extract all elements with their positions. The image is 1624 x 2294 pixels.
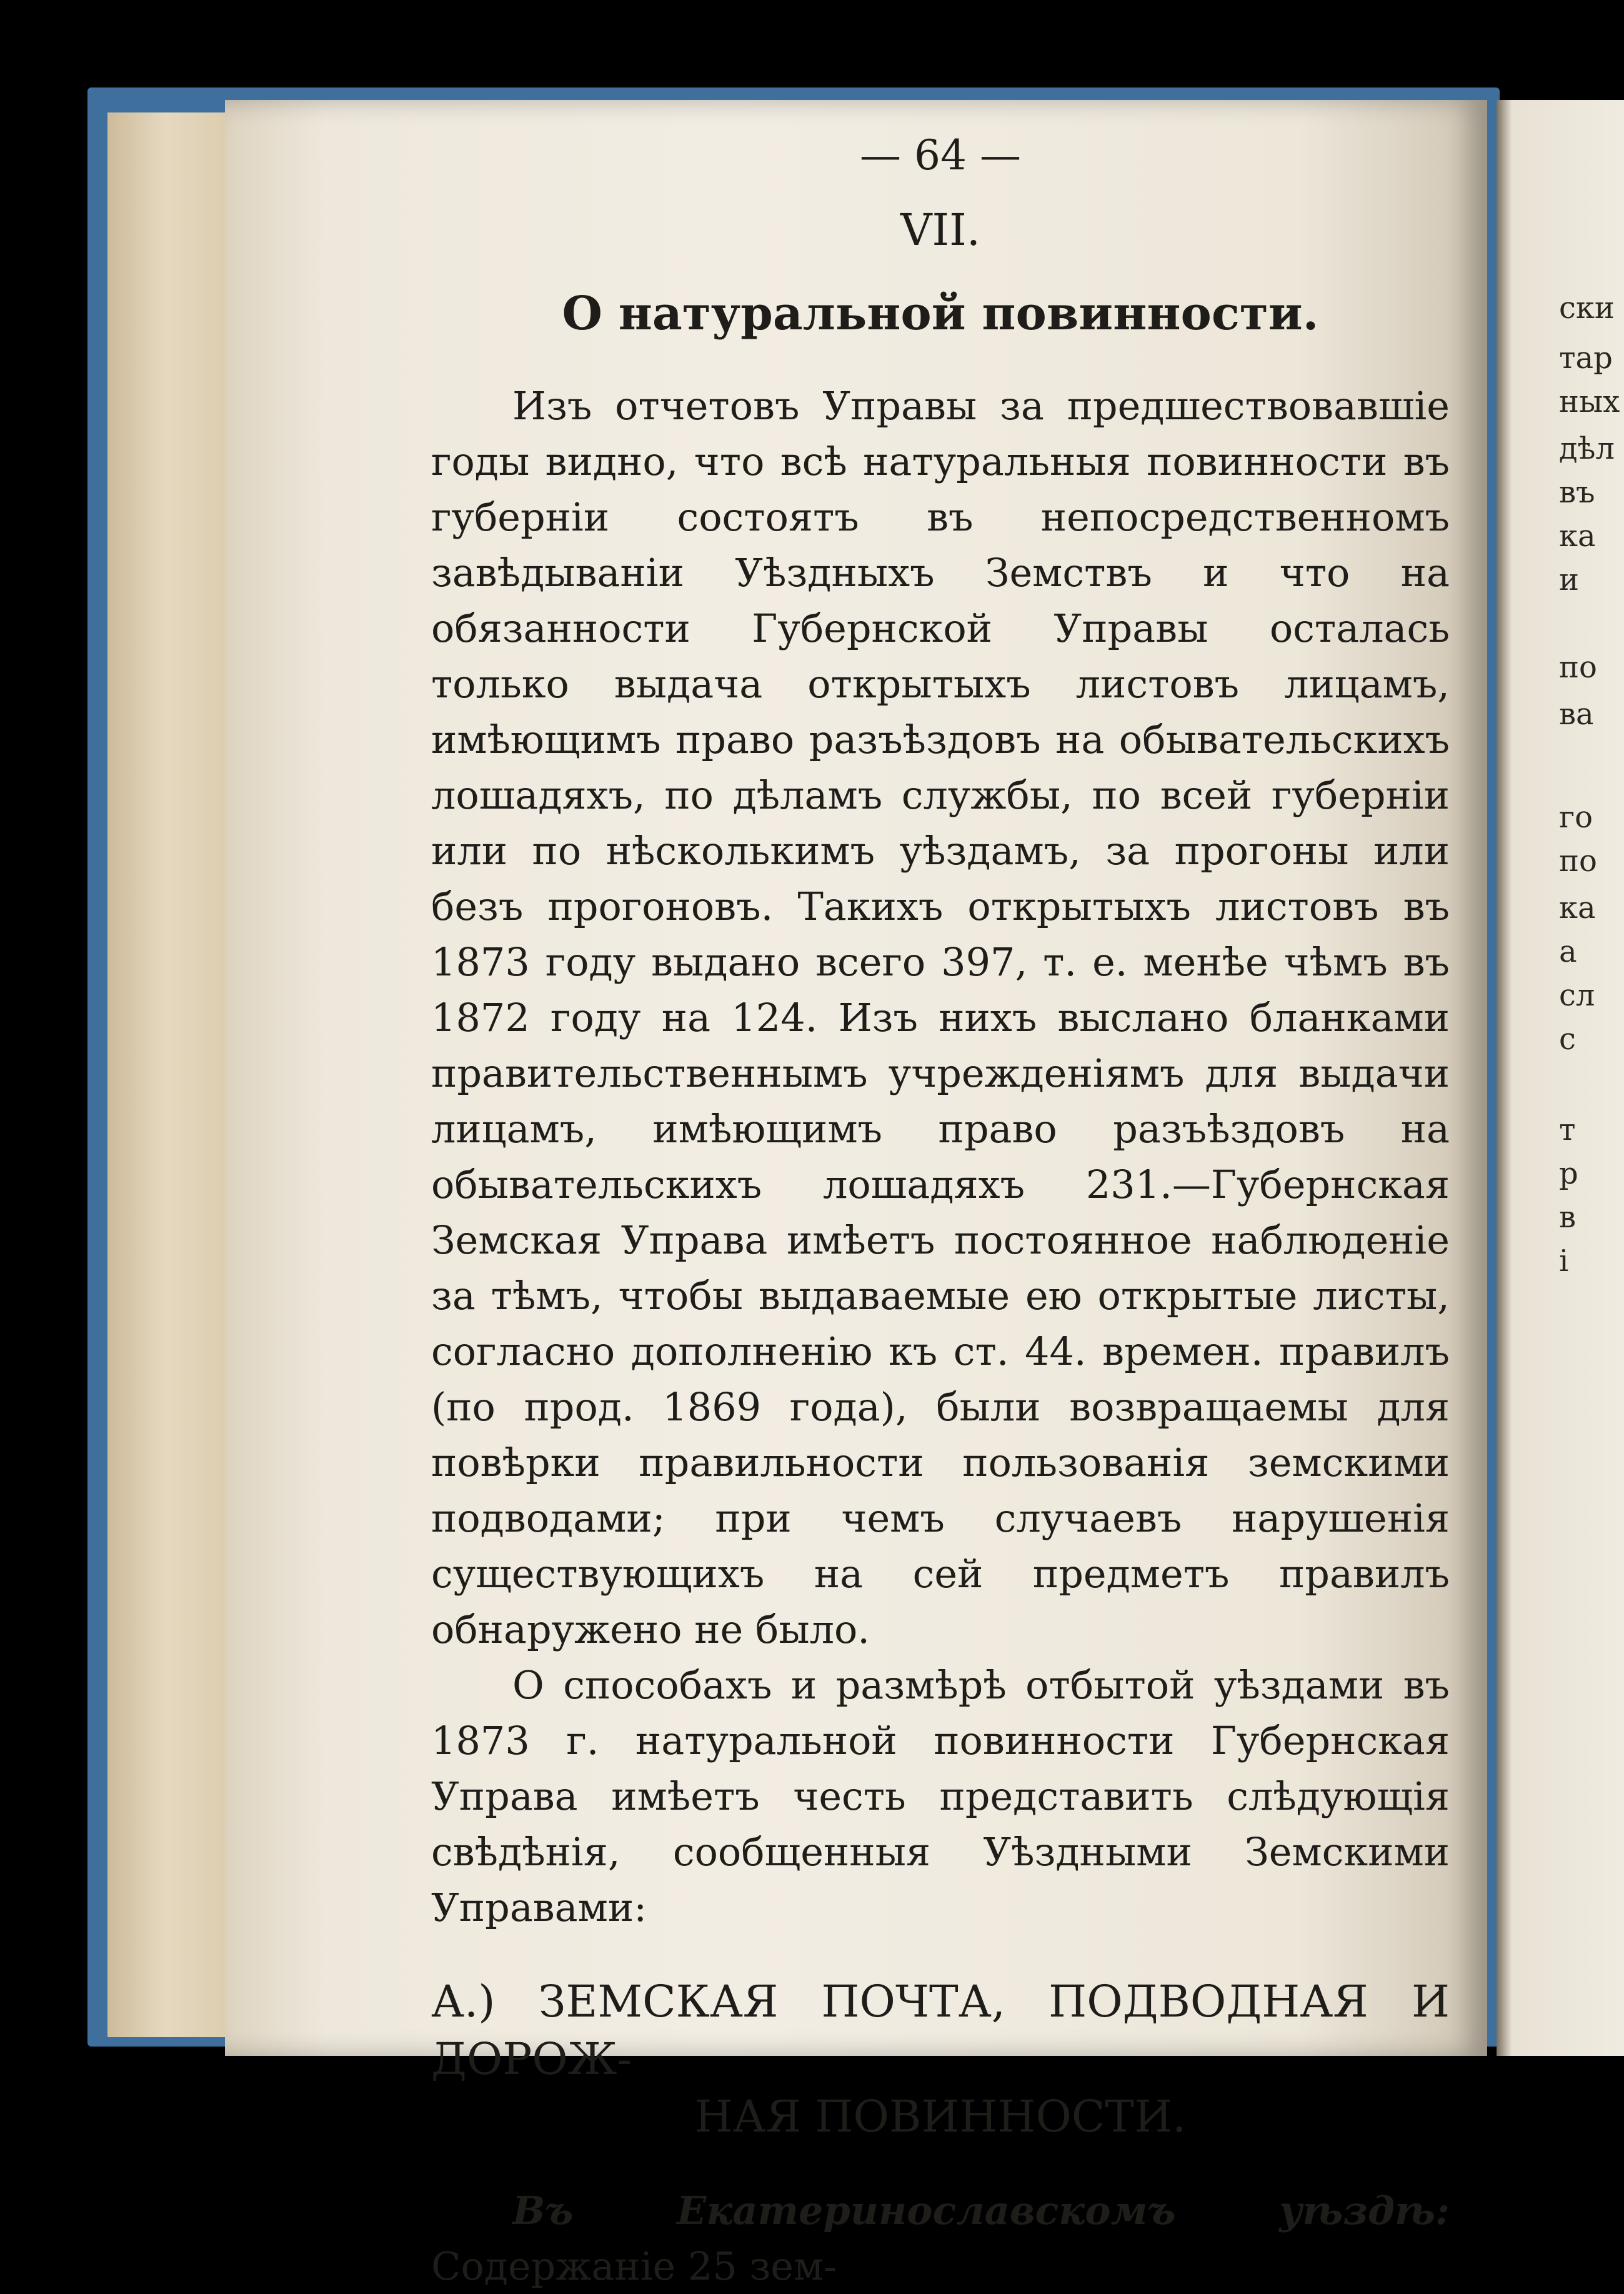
right-page-edge [1497,100,1624,2056]
adjacent-fragment: сл [1559,978,1595,1013]
adjacent-fragment: в [1559,1200,1577,1235]
page-content [431,131,1450,2294]
adjacent-fragment: и [1559,562,1579,597]
adjacent-fragment: по [1559,844,1597,879]
body-paragraph-2: О способахъ и размѣрѣ отбытой уѣздами въ 1873 г. натуральной повинности Губернская Управа имѣетъ честь представить слѣдующія свѣдѣнія, сообщенныя Уѣздными Земскими Управами: [431,1662,1450,1930]
adjacent-fragment: ка [1559,519,1596,554]
subheading [431,1973,1450,2145]
adjacent-fragment: го [1559,800,1593,835]
subheading-line-2: НАЯ ПОВИННОСТИ. [694,2091,1187,2142]
adjacent-fragment: тар [1559,341,1613,376]
adjacent-fragment: с [1559,1022,1576,1057]
adjacent-fragment: ных [1559,384,1620,419]
adjacent-fragment: т [1559,1112,1576,1147]
section-number: VII. [900,204,981,256]
adjacent-fragment: р [1559,1156,1578,1191]
subheading-line-1: А.) ЗЕМСКАЯ ПОЧТА, ПОДВОДНАЯ И ДОРОЖ- [431,1976,1450,2085]
adjacent-fragment: по [1559,650,1597,685]
section-title: О натуральной повинности. [562,287,1319,341]
page-number: — 64 — [860,131,1021,179]
body-paragraph-3 [431,2183,1450,2294]
adjacent-fragment: а [1559,934,1577,969]
adjacent-fragment: дѣл [1559,431,1615,466]
adjacent-fragment: ва [1559,697,1594,732]
adjacent-fragment: ски [1559,291,1615,326]
paragraph-3-text: Содержаніе 25 зем- [431,2243,837,2289]
adjacent-fragment: і [1559,1244,1569,1279]
district-name: Въ Екатеринославскомъ уѣздѣ: [512,2188,1450,2233]
adjacent-fragment: въ [1559,475,1595,510]
body-paragraph-1: Изъ отчетовъ Управы за предшествовавшіе годы видно, что всѣ натуральныя повинности въ губерніи состоятъ въ непосредственномъ завѣдываніи Уѣздныхъ Земствъ и что на обязанности Губернской Управы осталась только выдача открытыхъ листовъ лицамъ, имѣющимъ право разъѣздовъ на обывательскихъ лошадяхъ, по дѣламъ службы, по всей губерніи или по нѣсколькимъ уѣздамъ, за прогоны или безъ прогоновъ. Такихъ открытыхъ листовъ въ 1873 году выдано всего 397, т. е. менѣе чѣмъ въ 1872 году на 124. Изъ нихъ выслано бланками правительственнымъ учрежденіямъ для выдачи лицамъ, имѣющимъ право разъѣздовъ на обывательскихъ лошадяхъ 231.—Губернская Земская Управа имѣетъ постоянное наблюденіе за тѣмъ, чтобы выдаваемые ею открытые листы, согласно дополненію къ ст. 44. времен. правилъ (по прод. 1869 года), были возвращаемы для повѣрки правильности пользованія земскими подводами; при чемъ случаевъ нарушенія существующихъ на сей предметъ правилъ обнаружено не было. [431,383,1450,1652]
adjacent-fragment: ка [1559,890,1596,925]
